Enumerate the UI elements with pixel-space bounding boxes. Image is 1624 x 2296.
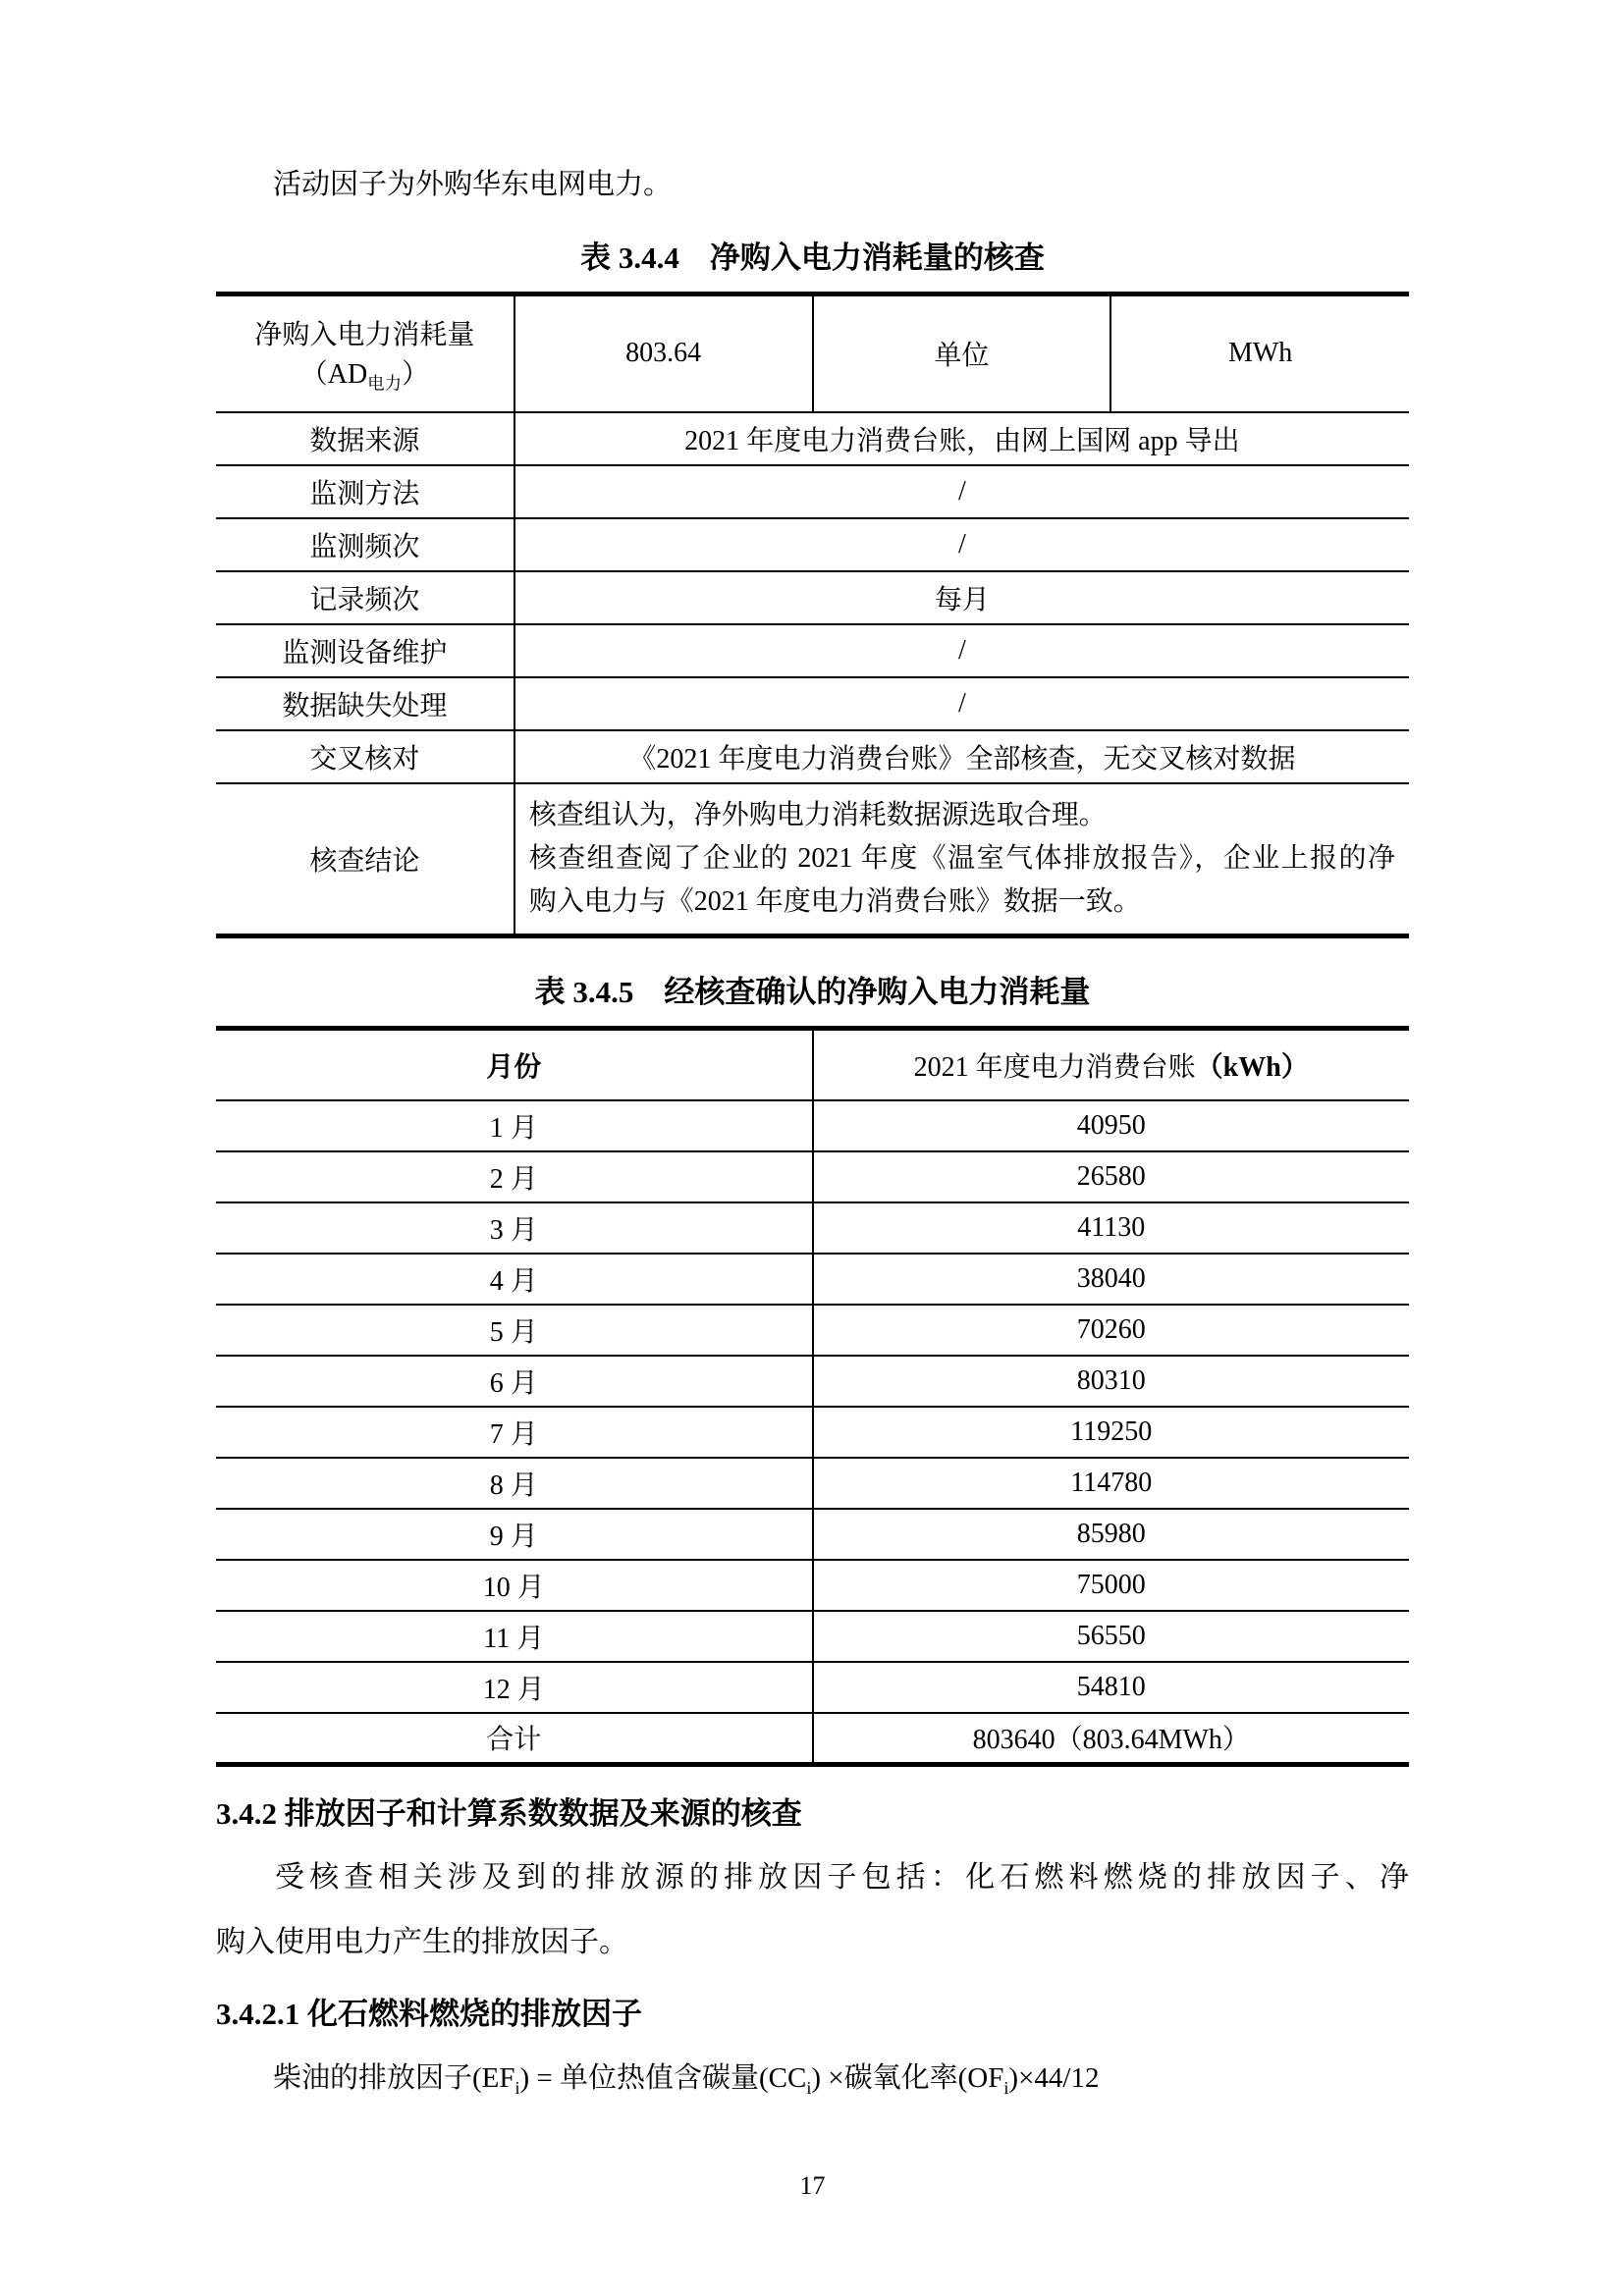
row-value-cell: 每月: [514, 571, 1409, 624]
value-header-cell: [813, 1028, 1410, 1100]
row-label-cell: 交叉核对: [216, 730, 514, 783]
table-row: [216, 465, 1409, 518]
table-row: [216, 1458, 1409, 1509]
conclusion-label-cell: 核查结论: [216, 783, 514, 936]
row-value-cell: /: [514, 624, 1409, 677]
value-cell: 41130: [813, 1202, 1410, 1254]
conclusion-line: 核查组认为，净外购电力消耗数据源选取合理。: [528, 799, 1107, 830]
table-row: [216, 412, 1409, 465]
symbol-post: ）: [401, 358, 429, 390]
table-row: [216, 1611, 1409, 1662]
row-value-cell: /: [514, 518, 1409, 571]
metric-label: 净购入电力消耗量: [254, 319, 475, 350]
month-cell: 3 月: [216, 1202, 813, 1254]
value-cell: 70260: [813, 1305, 1410, 1356]
table-3-4-4-title: 表 3.4.4 净购入电力消耗量的核查: [580, 240, 1045, 275]
table-row: [216, 1662, 1409, 1713]
table-row: [216, 730, 1409, 783]
conclusion-line: 核查组查阅了企业的 2021 年度《温室气体排放报告》，企业上报的净: [528, 842, 1395, 874]
paragraph-line: 受核查相关涉及到的排放源的排放因子包括：化石燃料燃烧的排放因子、净: [275, 1860, 1409, 1894]
month-cell: 5 月: [216, 1305, 813, 1356]
value-cell: 114780: [813, 1458, 1410, 1509]
formula-subscript: i: [514, 2077, 520, 2098]
emission-factor-formula: [216, 2057, 1409, 2109]
section-3-4-2-1-heading: 3.4.2.1 化石燃料燃烧的排放因子: [216, 1996, 642, 2031]
month-cell: 2 月: [216, 1151, 813, 1202]
table-row: [216, 1305, 1409, 1356]
month-cell: 8 月: [216, 1458, 813, 1509]
month-cell: 12 月: [216, 1662, 813, 1713]
value-cell: 56550: [813, 1611, 1410, 1662]
value-cell: 119250: [813, 1407, 1410, 1458]
month-cell: 10 月: [216, 1560, 813, 1611]
table-row: [216, 624, 1409, 677]
conclusion-text-cell: [514, 783, 1409, 936]
value-cell: 38040: [813, 1254, 1410, 1305]
row-label-cell: 监测设备维护: [216, 624, 514, 677]
table-row: [216, 1202, 1409, 1254]
month-header-cell: 月份: [486, 1051, 542, 1083]
table-row: [216, 571, 1409, 624]
formula-text: ) ×碳氧化率(OF: [811, 2061, 1004, 2094]
intro-paragraph: 活动因子为外购华东电网电力。: [273, 169, 673, 200]
value-cell: 40950: [813, 1100, 1410, 1151]
table-row: [216, 1151, 1409, 1202]
table-3-4-5: [216, 1026, 1409, 1767]
value-cell: 26580: [813, 1151, 1410, 1202]
page-number: 17: [799, 2171, 826, 2201]
month-cell: 合计: [216, 1713, 813, 1764]
unit-value-cell: MWh: [1110, 294, 1409, 412]
value-cell: 80310: [813, 1356, 1410, 1407]
table-3-4-4: [216, 292, 1409, 938]
conclusion-line: 购入电力与《2021 年度电力消费台账》数据一致。: [528, 885, 1141, 917]
formula-subscript: i: [806, 2077, 812, 2098]
row-value-cell: 2021 年度电力消费台账，由网上国网 app 导出: [514, 412, 1409, 465]
table-row: [216, 1560, 1409, 1611]
table-row: [216, 1254, 1409, 1305]
row-value-cell: /: [514, 677, 1409, 730]
month-cell: 9 月: [216, 1509, 813, 1560]
metric-label-cell: [216, 294, 514, 412]
table-row: [216, 677, 1409, 730]
value-cell: 75000: [813, 1560, 1410, 1611]
value-cell: 54810: [813, 1662, 1410, 1713]
metric-value-cell: 803.64: [514, 294, 813, 412]
table-3-4-5-title: 表 3.4.5 经核查确认的净购入电力消耗量: [534, 974, 1091, 1009]
month-cell: 11 月: [216, 1611, 813, 1662]
row-label-cell: 监测方法: [216, 465, 514, 518]
formula-text: )×44/12: [1008, 2061, 1100, 2094]
table-row: [216, 783, 1409, 936]
table-row: [216, 1509, 1409, 1560]
row-label-cell: 监测频次: [216, 518, 514, 571]
paragraph-line: 购入使用电力产生的排放因子。: [216, 1925, 628, 1958]
month-cell: 6 月: [216, 1356, 813, 1407]
formula-text: 柴油的排放因子(EF: [273, 2061, 515, 2094]
table-header-row: [216, 1028, 1409, 1100]
metric-symbol: [222, 352, 508, 395]
unit-label-cell: 单位: [813, 294, 1111, 412]
row-label-cell: 数据来源: [216, 412, 514, 465]
table-row: [216, 1407, 1409, 1458]
formula-subscript: i: [1003, 2077, 1009, 2098]
row-label-cell: 数据缺失处理: [216, 677, 514, 730]
table-row: [216, 1356, 1409, 1407]
month-cell: 1 月: [216, 1100, 813, 1151]
section-3-4-2-paragraph: [216, 1845, 1409, 1975]
row-value-cell: 《2021 年度电力消费台账》全部核查，无交叉核对数据: [514, 730, 1409, 783]
symbol-subscript: 电力: [367, 374, 402, 394]
value-header-unit: （kWh）: [1195, 1051, 1309, 1083]
value-cell: 85980: [813, 1509, 1410, 1560]
month-cell: 7 月: [216, 1407, 813, 1458]
section-3-4-2-heading: 3.4.2 排放因子和计算系数数据及来源的核查: [216, 1795, 802, 1831]
row-value-cell: /: [514, 465, 1409, 518]
table-row: [216, 518, 1409, 571]
symbol-pre: （AD: [299, 358, 368, 390]
value-header-text: 2021 年度电力消费台账: [913, 1051, 1196, 1083]
month-cell: 4 月: [216, 1254, 813, 1305]
table-row: [216, 1100, 1409, 1151]
row-label-cell: 记录频次: [216, 571, 514, 624]
table-row: [216, 1713, 1409, 1764]
value-cell: 803640（803.64MWh）: [813, 1713, 1410, 1764]
table-row: [216, 294, 1409, 412]
formula-text: ) = 单位热值含碳量(CC: [519, 2061, 807, 2094]
